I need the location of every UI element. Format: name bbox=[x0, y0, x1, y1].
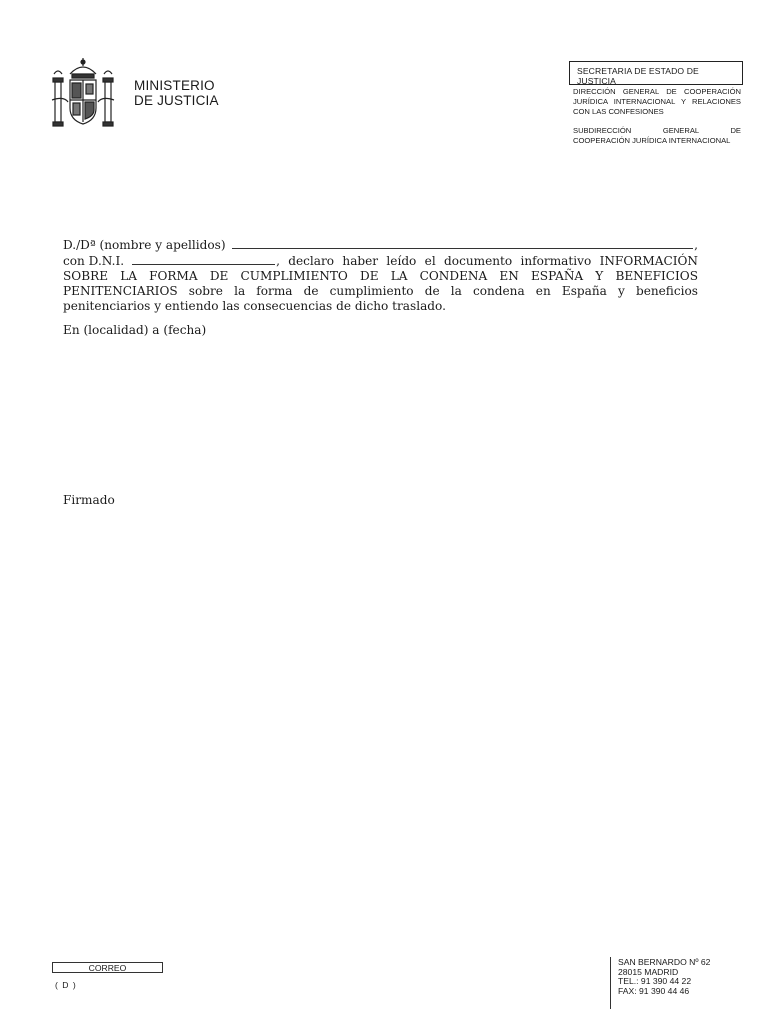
dni-suffix: , declaro haber leído el documento informativo INFORMACIÓN bbox=[276, 254, 698, 268]
address-tel: TEL.: 91 390 44 22 bbox=[618, 976, 692, 987]
name-label: D./Dª (nombre y apellidos) bbox=[63, 238, 226, 252]
document-code: ( D ) bbox=[55, 980, 77, 990]
dni-label: con D.N.I. bbox=[63, 254, 125, 268]
address-city: 28015 MADRID bbox=[618, 966, 679, 977]
place-date: En (localidad) a (fecha) bbox=[63, 323, 207, 337]
correo-box: CORREO bbox=[52, 962, 163, 973]
dni-blank bbox=[132, 253, 275, 265]
ministry-line-1: MINISTERIO bbox=[134, 78, 215, 93]
secretaria-box bbox=[569, 61, 743, 85]
footer-divider bbox=[610, 957, 611, 1009]
declaration-body bbox=[63, 237, 698, 314]
body-line-3: SOBRE LA FORMA DE CUMPLIMIENTO DE LA CONDENA EN ESPAÑA Y BENEFICIOS bbox=[63, 269, 698, 283]
subdireccion-general: SUBDIRECCIÓN GENERAL DE COOPERACIÓN JURÍDICA INTERNACIONAL bbox=[573, 126, 741, 145]
name-comma: , bbox=[694, 238, 698, 252]
ministry-name bbox=[134, 78, 219, 108]
body-line-4: PENITENCIARIOS sobre la forma de cumplimiento de la condena en España y beneficios bbox=[63, 284, 698, 298]
address-fax: FAX: 91 390 44 46 bbox=[618, 985, 690, 996]
direccion-general: DIRECCIÓN GENERAL DE COOPERACIÓN JURÍDICA INTERNACIONAL Y RELACIONES CON LAS CONFESIONES bbox=[573, 87, 741, 116]
signature-label: Firmado bbox=[63, 493, 115, 507]
name-line bbox=[63, 237, 698, 253]
secretaria-line-2: JUSTICIA bbox=[577, 76, 616, 86]
ministry-line-2: DE JUSTICIA bbox=[134, 93, 219, 108]
address-block bbox=[618, 958, 710, 996]
secretaria-line-1: SECRETARIA DE ESTADO DE bbox=[577, 66, 699, 76]
body-line-5: penitenciarios y entiendo las consecuencias de dicho traslado. bbox=[63, 299, 446, 313]
dni-line bbox=[63, 253, 698, 269]
coat-of-arms-icon bbox=[50, 56, 116, 132]
address-street: SAN BERNARDO Nº 62 bbox=[618, 957, 711, 967]
name-blank bbox=[232, 237, 694, 249]
